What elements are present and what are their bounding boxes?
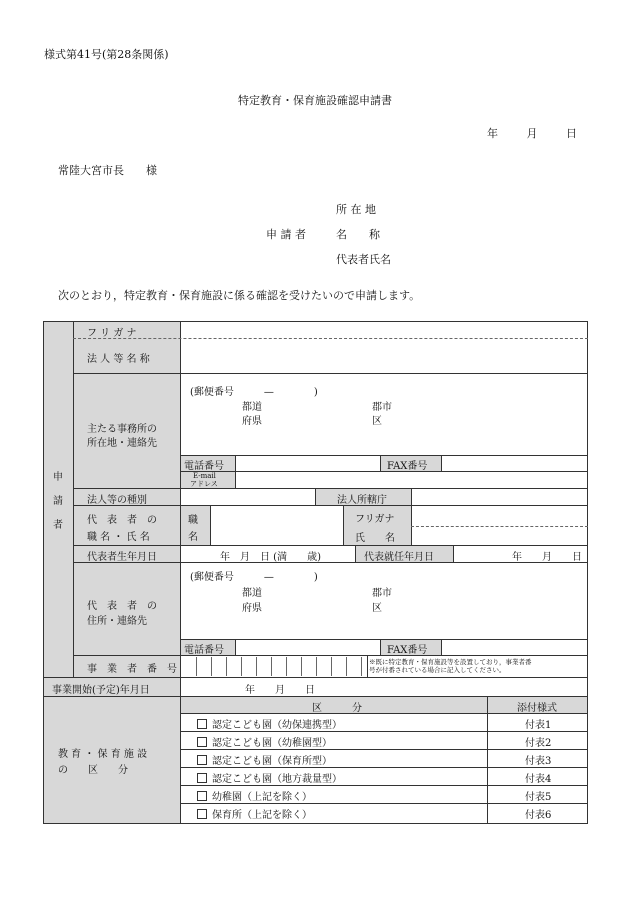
category-option-2[interactable]: [197, 734, 332, 749]
form-ref-3: 付表3: [525, 756, 552, 767]
email-label-2: アドレス: [190, 480, 218, 488]
form-ref-6: 付表6: [525, 810, 552, 821]
side-label-2: 請: [53, 496, 63, 507]
category-option-5[interactable]: [197, 788, 312, 803]
shoku-label-1: 職: [188, 515, 198, 526]
facility-label-2: の 区 分: [58, 765, 128, 776]
business-number-boxes[interactable]: [182, 657, 365, 676]
form-number-label: 様式第41号(第28条関係): [44, 48, 169, 61]
postal-code-field[interactable]: (郵便番号 — ): [190, 387, 318, 398]
category-label: 認定こども園（幼保連携型）: [212, 720, 342, 731]
corp-authority-label: 法人所轄庁: [337, 495, 387, 506]
rep-prefecture-2: 府県: [242, 603, 262, 614]
furigana-label: フ リ ガ ナ: [87, 328, 137, 339]
fax-label: FAX番号: [387, 461, 428, 472]
checkbox-icon[interactable]: [197, 791, 207, 801]
location-label: 所 在 地: [336, 203, 376, 216]
category-option-3[interactable]: [197, 752, 332, 767]
rep-birth-label: 代表者生年月日: [87, 552, 157, 563]
business-number-label: 事 業 者 番 号: [87, 664, 177, 675]
representative-label: 代表者氏名: [336, 253, 391, 266]
business-note-1: ※既に特定教育・保育施設等を設置しており，事業者番: [369, 658, 532, 666]
form-ref-1: 付表1: [525, 720, 552, 731]
rep-name-label: 氏 名: [355, 533, 395, 544]
rep-city-2: 区: [372, 603, 382, 614]
document-title: 特定教育・保育施設確認申請書: [238, 94, 392, 107]
name-label: 名 称: [336, 228, 380, 241]
rep-birth-value[interactable]: 年 月 日 (満 歳): [220, 552, 321, 563]
category-label: 保育所（上記を除く）: [212, 810, 312, 821]
category-label: 認定こども園（幼稚園型）: [212, 738, 332, 749]
business-note-2: 号が付番されている場合に記入してください。: [369, 666, 506, 674]
category-label: 認定こども園（保育所型）: [212, 756, 332, 767]
intro-text: 次のとおり，特定教育・保育施設に係る確認を受けたいので申請します。: [58, 289, 421, 302]
phone-label: 電話番号: [184, 461, 224, 472]
checkbox-icon[interactable]: [197, 809, 207, 819]
corp-name-label: 法 人 等 名 称: [87, 354, 150, 365]
rep-title-label: 代 表 者 の: [87, 515, 157, 526]
start-date-label: 事業開始(予定)年月日: [52, 685, 150, 696]
start-date-value[interactable]: 年 月 日: [245, 685, 315, 696]
rep-furigana-label: フリガナ: [355, 514, 395, 525]
form-ref-5: 付表5: [525, 792, 552, 803]
rep-title-label-2: 職 名 ・ 氏 名: [87, 532, 150, 543]
prefecture-label-2: 府県: [242, 416, 262, 427]
category-option-6[interactable]: [197, 806, 312, 821]
rep-address-label-2: 住所・連絡先: [87, 616, 147, 627]
facility-label-1: 教 育 ・ 保 育 施 設: [58, 749, 148, 760]
rep-inauguration-value[interactable]: 年 月 日: [512, 552, 582, 563]
form-header: 添付様式: [517, 703, 557, 714]
category-option-4[interactable]: [197, 770, 342, 785]
corp-type-label: 法人等の種別: [87, 495, 147, 506]
date-line: [487, 125, 577, 141]
email-label-1: E-mail: [193, 472, 216, 480]
checkbox-icon[interactable]: [197, 719, 207, 729]
applicant-label: 申 請 者: [266, 228, 306, 241]
rep-phone-label: 電話番号: [184, 645, 224, 656]
side-label-3: 者: [53, 520, 63, 531]
form-ref-2: 付表2: [525, 738, 552, 749]
addressee: 常陸大宮市長 様: [58, 164, 157, 177]
form-ref-4: 付表4: [525, 774, 552, 785]
rep-prefecture-1: 都道: [242, 588, 262, 599]
office-label: 主たる事務所の: [87, 424, 157, 435]
category-label: 幼稚園（上記を除く）: [212, 792, 312, 803]
category-option-1[interactable]: [197, 716, 342, 731]
category-label: 認定こども園（地方裁量型）: [212, 774, 342, 785]
side-label-1: 申: [53, 472, 63, 483]
shoku-label-2: 名: [188, 532, 198, 543]
rep-address-label: 代 表 者 の: [87, 601, 157, 612]
city-label-1: 郡市: [372, 402, 392, 413]
prefecture-label-1: 都道: [242, 402, 262, 413]
rep-postal-field[interactable]: (郵便番号 — ): [190, 572, 318, 583]
checkbox-icon[interactable]: [197, 773, 207, 783]
date-month: 月: [526, 127, 538, 140]
rep-city-1: 郡市: [372, 588, 392, 599]
checkbox-icon[interactable]: [197, 737, 207, 747]
category-header: 区 分: [312, 703, 362, 714]
office-label-2: 所在地・連絡先: [87, 438, 157, 449]
checkbox-icon[interactable]: [197, 755, 207, 765]
city-label-2: 区: [372, 416, 382, 427]
rep-fax-label: FAX番号: [387, 645, 428, 656]
date-year: 年: [487, 127, 498, 140]
rep-inauguration-label: 代表就任年月日: [364, 552, 434, 563]
date-day: 日: [566, 127, 577, 140]
